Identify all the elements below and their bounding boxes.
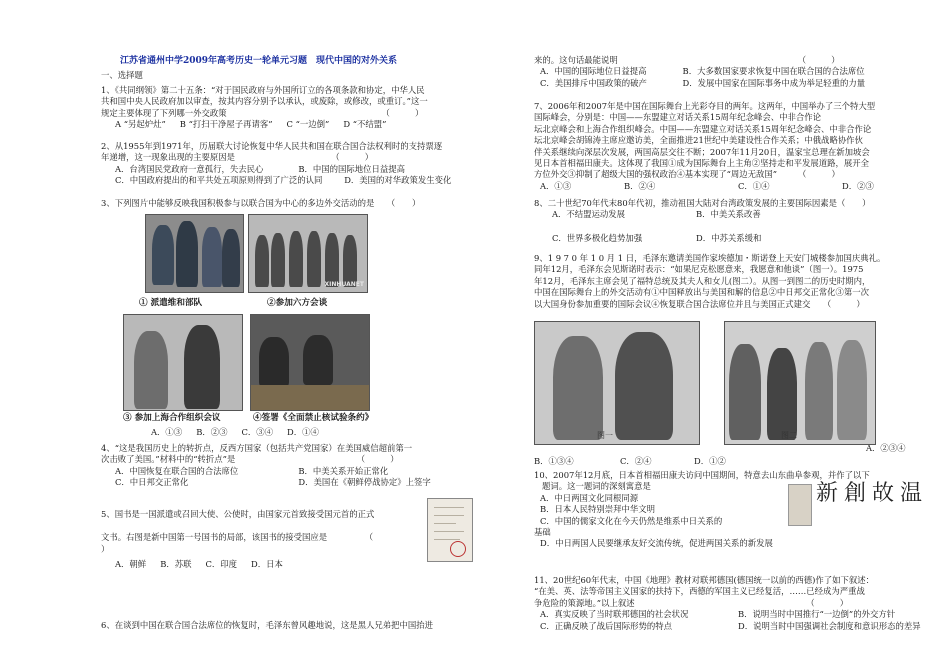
option[interactable]: D．①② xyxy=(694,456,726,466)
question-5-text: 5、国书是一国派遣或召回大使、公使时，由国家元首致接受国元首的正式 xyxy=(101,509,375,519)
question-5-text: ） xyxy=(101,543,110,554)
option[interactable]: D．中日两国人民要继承友好交流传统，促进两国关系的新发展 xyxy=(540,538,773,549)
question-2-options xyxy=(101,164,497,187)
question-4 xyxy=(101,443,497,489)
question-6-continued xyxy=(534,55,936,89)
option[interactable]: C．③④ xyxy=(241,427,274,437)
option[interactable]: B．说明当时中国推行“一边倒”的外交方针 xyxy=(738,609,896,620)
question-11-options xyxy=(534,609,936,632)
option-continuation: 基础 xyxy=(534,527,551,538)
photo-caption-4: ④签署《全面禁止核试验条约》 xyxy=(253,413,374,423)
page-title: 江苏省通州中学2009年高考历史一轮单元习题 现代中国的对外关系 xyxy=(120,56,398,66)
question-9-text: 同年12月，毛泽东会见斯诺时表示：“如果尼克松愿意来，我愿意和他谈”（图一）。1975 xyxy=(534,264,864,275)
option[interactable]: D．美国在《朝鲜停战协定》上签字 xyxy=(298,477,431,488)
option[interactable]: D “不结盟” xyxy=(343,119,387,130)
question-7-text: 坛北京峰会胡锦涛主席应邀访美，全面推进21世纪中美建设性合作关系；中俄战略协作伙 xyxy=(534,135,863,146)
question-9-text: 年12月，毛泽东主席会见了福特总统及其夫人和女儿(图二）。从图一到图二的历史时期内， xyxy=(534,275,871,286)
watermark-text: XINHUANET xyxy=(324,280,364,288)
question-9-text: 中国在国际舞台上的外交活动有①中国释放出与美国和解的信息②中日邦交正常化③第一次 xyxy=(534,287,869,298)
option[interactable]: A．台湾国民党政府一意孤行，失去民心 xyxy=(115,163,264,174)
option[interactable]: A．真实反映了当时联邦德国的社会状况 xyxy=(540,609,689,620)
question-1-options xyxy=(101,119,497,130)
option[interactable]: B．日本人民特别崇拜中华文明 xyxy=(540,504,656,515)
figure-2-label: 图二 xyxy=(781,431,797,440)
question-5-options xyxy=(101,559,411,570)
option[interactable]: D．日本 xyxy=(251,559,283,570)
question-2-text: 年递增，这一现象出现的主要原因是 （ ） xyxy=(101,152,374,163)
question-4-options xyxy=(101,466,497,489)
question-4-text: 4、“这是我国历史上的转折点，反西方国家（包括共产党国家）在美国威信超前第一 xyxy=(101,443,413,453)
option[interactable]: B．中国的国际地位日益提高 xyxy=(298,163,406,174)
question-9-options xyxy=(534,456,936,467)
option[interactable]: D．②③ xyxy=(842,180,874,191)
credentials-document-image xyxy=(427,498,473,562)
option[interactable]: C．①④ xyxy=(738,180,770,191)
option[interactable]: C．印度 xyxy=(205,559,238,570)
option[interactable]: D．美国的对华政策发生变化 xyxy=(344,175,452,186)
photo-caption-2: ②参加六方会谈 xyxy=(267,298,328,308)
option[interactable]: B．①③④ xyxy=(534,456,574,466)
option[interactable]: B．中美关系改善 xyxy=(696,209,761,220)
question-2-text: 2、从1955年到1971年，历届联大讨论恢复中华人民共和国在联合国合法权利时的支持票逐 xyxy=(101,141,443,151)
question-8-options xyxy=(534,233,936,244)
option[interactable]: C．中国的儒家文化在今天仍然是维系中日关系的 xyxy=(540,515,723,526)
question-9 xyxy=(534,253,936,310)
question-1-text: 共和国中央人民政府加以审查，按其内容分别予以承认，或废除，或修改，或重订。”这一 xyxy=(101,96,428,107)
question-8-text: 8、二十世纪70年代末80年代初，推动祖国大陆对台湾政策发展的主要国际因素是（ ） xyxy=(534,198,871,208)
section-heading: 一、选择题 xyxy=(101,70,143,80)
question-5 xyxy=(101,509,411,571)
option[interactable]: A．中日两国文化同根同源 xyxy=(540,492,639,503)
inscription-signature-image xyxy=(788,484,812,526)
question-6-text: 来的。这句话最能说明 （ ） xyxy=(534,55,840,65)
photo-caption-1: ① 派遣维和部队 xyxy=(139,298,203,308)
option[interactable]: D．说明当时中国强调社会制度和意识形态的差异 xyxy=(738,620,921,631)
question-7-options xyxy=(534,181,936,192)
test-ban-treaty-photo xyxy=(250,314,370,411)
option[interactable]: A．中国恢复在联合国的合法席位 xyxy=(115,465,239,476)
option[interactable]: B．苏联 xyxy=(160,559,192,570)
question-7-text: 国际峰会，分别是：中国——东盟建立对话关系15周年纪念峰会、中非合作论 xyxy=(534,112,822,123)
question-7-text: 见日本首相福田康夫。这体现了我国①成为国际舞台上主角②坚持走和平发展道路，展开全 xyxy=(534,158,869,169)
question-9-text: 以大国身份参加重要的国际会议④恢复联合国合法席位并且与美国正式建交 （ ） xyxy=(534,298,865,309)
question-7-text: 坛北京峰会和上海合作组织峰会。中国——东盟建立对话关系15周年纪念峰会、中非合作论 xyxy=(534,123,872,134)
question-6-text: 6、在谈到中国在联合国合法席位的恢复时，毛泽东曾风趣地说，这是黑人兄弟把中国抬进 xyxy=(101,620,433,630)
question-1-text: 规定主要体现了下列哪一外交政策 （ ） xyxy=(101,107,424,118)
option[interactable]: C．美国排斥中国政策的破产 xyxy=(540,77,647,88)
inscription-calligraphy: 新創故温 xyxy=(816,481,929,506)
question-7 xyxy=(534,101,936,192)
option[interactable]: D．发展中国家在国际事务中成为举足轻重的力量 xyxy=(682,77,866,88)
question-9-text: 9、1 9 7 0 年 1 0 月 1 日，毛泽东邀请美国作家埃德加・斯诺登上天安门城楼参加国庆典礼。 xyxy=(534,253,886,263)
option[interactable]: B “打扫干净屋子再请客” xyxy=(179,119,273,130)
option[interactable]: A “另起炉灶” xyxy=(115,119,166,130)
option[interactable]: C．中日邦交正常化 xyxy=(115,477,189,488)
question-4-text: 次击败了美国。”材料中的“转折点”是 （ ） xyxy=(101,454,399,465)
option[interactable]: C．②④ xyxy=(620,456,652,466)
sco-meeting-photo xyxy=(123,314,243,411)
option[interactable]: C．世界多极化趋势加强 xyxy=(552,232,643,243)
question-5-text: 文书。右图是新中国第一号国书的局部，该国书的接受国应是 （ xyxy=(101,532,374,543)
question-2 xyxy=(101,141,497,187)
question-3-options xyxy=(101,427,451,438)
question-8 xyxy=(534,198,936,244)
option[interactable]: B．中美关系开始正常化 xyxy=(298,465,389,476)
question-1 xyxy=(101,85,497,131)
peacekeepers-photo xyxy=(145,214,244,293)
question-6-options xyxy=(534,66,936,89)
figure-1-photo xyxy=(534,321,700,445)
question-11-text: 11、20世纪60年代末，中国《地理》教材对联邦德国(德国统一以前的西德)作了如下叙述： xyxy=(534,575,875,585)
option[interactable]: D．①④ xyxy=(287,427,319,437)
option[interactable]: C．中国政府提出的和平共处五项原则得到了广泛的认同 xyxy=(115,175,323,186)
question-11-text: “在美、英、法等帝国主义国家的扶持下，西德的军国主义已经复活，……已经成为严重战 xyxy=(534,586,865,597)
question-11-text: 争危险的策源地。”以上叙述 （ ） xyxy=(534,597,849,608)
option[interactable]: D．中苏关系缓和 xyxy=(696,232,762,243)
question-3-text: 3、下列图片中能够反映我国积极参与以联合国为中心的多边外交活动的是 （ ） xyxy=(101,198,421,208)
option[interactable]: B．大多数国家要求恢复中国在联合国的合法席位 xyxy=(682,66,865,77)
photo-caption-3: ③ 参加上海合作组织会议 xyxy=(123,413,221,423)
option[interactable]: C．正确反映了战后国际形势的特点 xyxy=(540,620,673,631)
six-party-talks-photo xyxy=(248,214,368,293)
question-7-text: 方位外交③抑制了超级大国的强权政治④基本实现了“周边无敌国” （ ） xyxy=(534,169,840,180)
question-10-text: 题词。这一题词的深刻寓意是 xyxy=(542,481,651,492)
option[interactable]: A．②③④ xyxy=(866,443,906,453)
option[interactable]: A．①③ xyxy=(540,180,572,191)
option[interactable]: C “一边倒” xyxy=(286,119,330,130)
option[interactable]: A．中国的国际地位日益提高 xyxy=(540,66,647,77)
option[interactable]: A．朝鲜 xyxy=(115,559,147,570)
option[interactable]: A．①③ xyxy=(151,427,183,437)
option[interactable]: A．不结盟运动发展 xyxy=(552,209,626,220)
question-10-text: 10、2007年12月底，日本首相福田康夫访问中国期间，特意去山东曲阜参观，并作了以下 xyxy=(534,470,870,480)
question-1-text: 1、《共同纲领》第二十五条：“对于国民政府与外国所订立的各项条款和协定，中华人民 xyxy=(101,85,425,95)
option[interactable]: B．②③ xyxy=(196,427,228,437)
question-7-text: 7、2006年和2007年是中国在国际舞台上光彩夺目的两年。这两年，中国举办了三个特大型 xyxy=(534,101,876,111)
question-11 xyxy=(534,575,936,632)
question-8-options xyxy=(534,209,936,220)
option[interactable]: B．②④ xyxy=(624,180,656,191)
figure-2-photo xyxy=(724,321,876,445)
figure-1-label: 图一 xyxy=(597,431,613,440)
question-7-text: 伴关系继续向深层次发展，两国高层交往不断；2007年11月20日，温家宝总理在新加坡会 xyxy=(534,146,870,157)
